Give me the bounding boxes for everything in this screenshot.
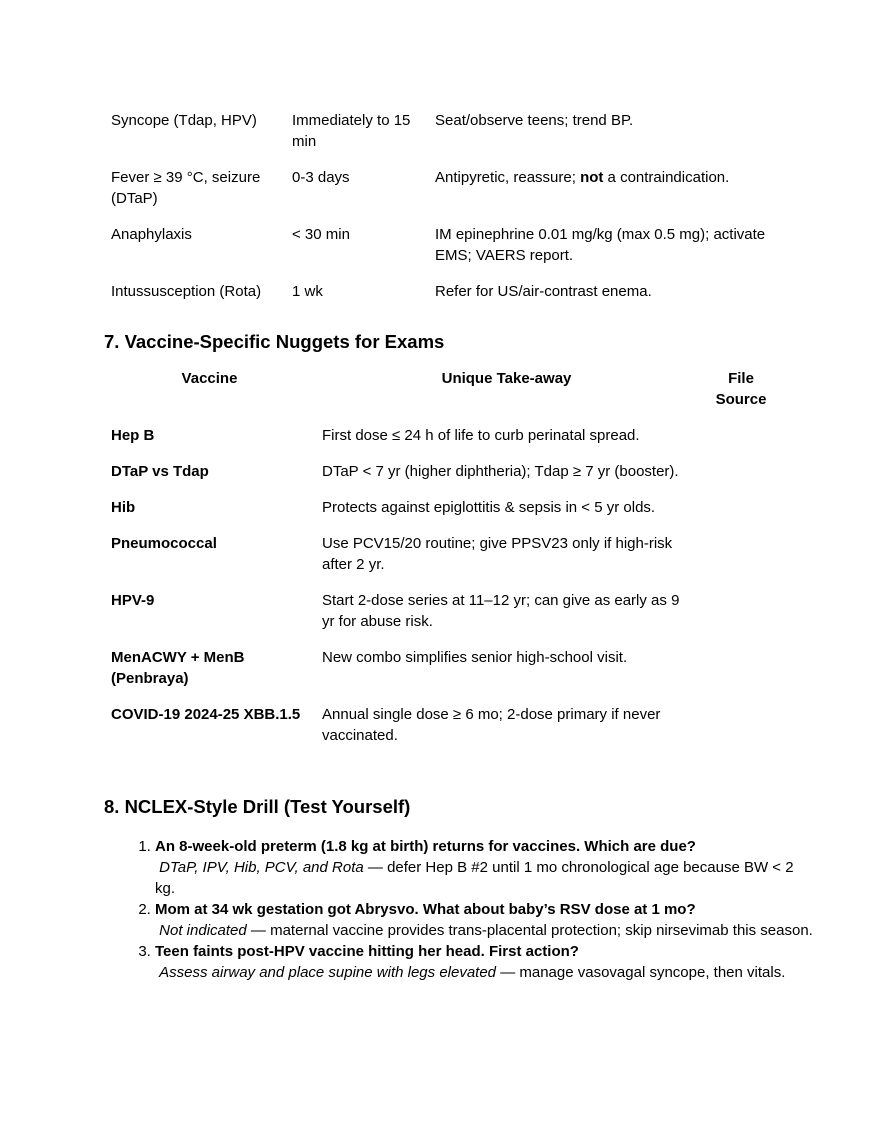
table-row (104, 167, 784, 224)
action-text: a contraindication. (603, 169, 730, 186)
source-cell (698, 704, 784, 761)
list-item (155, 836, 815, 899)
timing-cell: < 30 min (292, 226, 350, 243)
takeaway-cell: First dose ≤ 24 h of life to curb perinatal spread. (322, 427, 640, 444)
vaccine-cell: HPV-9 (111, 592, 155, 609)
vaccine-nuggets-table (104, 368, 784, 761)
source-cell (698, 533, 784, 590)
column-header-takeaway: Unique Take-away (441, 370, 572, 387)
timing-cell: Immediately to 15 min (292, 112, 411, 150)
source-cell (698, 425, 784, 461)
table-row (104, 224, 784, 281)
table-row (104, 647, 784, 704)
drill-answer (155, 857, 815, 899)
vaccine-cell: Pneumococcal (111, 535, 217, 552)
drill-answer (155, 920, 815, 941)
vaccine-cell: Hep B (111, 427, 155, 444)
takeaway-cell: New combo simplifies senior high-school visit. (322, 649, 628, 666)
source-cell (698, 461, 784, 497)
source-cell (698, 647, 784, 704)
action-cell: Refer for US/air-contrast enema. (435, 283, 652, 300)
table-row (104, 497, 784, 533)
action-emphasis: not (580, 169, 604, 186)
section-8-heading: 8. NCLEX-Style Drill (Test Yourself) (104, 796, 411, 817)
table-row (104, 425, 784, 461)
table-row (104, 533, 784, 590)
vaccine-cell: DTaP vs Tdap (111, 463, 209, 480)
drill-answer (155, 962, 815, 983)
answer-key: Assess airway and place supine with legs elevated (159, 964, 497, 981)
vaccine-cell: Hib (111, 499, 136, 516)
timing-cell: 0-3 days (292, 169, 350, 186)
event-cell: Syncope (Tdap, HPV) (111, 112, 257, 129)
vaccine-cell: COVID-19 2024-25 XBB.1.5 (111, 706, 301, 723)
takeaway-cell: Annual single dose ≥ 6 mo; 2-dose primary if never vaccinated. (322, 706, 661, 744)
column-header-vaccine: Vaccine (181, 370, 238, 387)
takeaway-cell: DTaP < 7 yr (higher diphtheria); Tdap ≥ 7 yr (booster). (322, 463, 679, 480)
action-cell (428, 167, 784, 224)
answer-key: DTaP, IPV, Hib, PCV, and Rota (159, 859, 364, 876)
vaccine-cell: MenACWY + MenB (Penbraya) (111, 649, 245, 687)
table-row (104, 110, 784, 167)
adverse-events-table (104, 110, 784, 317)
list-item (155, 899, 815, 941)
answer-rationale: — defer Hep B #2 until 1 mo chronological age because BW < 2 kg. (155, 859, 794, 897)
answer-rationale: — manage vasovagal syncope, then vitals. (496, 964, 786, 981)
action-text: Antipyretic, reassure; (435, 169, 581, 186)
source-cell (698, 590, 784, 647)
takeaway-cell: Start 2-dose series at 11–12 yr; can give as early as 9 yr for abuse risk. (322, 592, 680, 630)
column-header-source: File Source (715, 370, 767, 408)
event-cell: Anaphylaxis (111, 226, 192, 243)
event-cell: Intussusception (Rota) (111, 283, 262, 300)
section-7-heading: 7. Vaccine-Specific Nuggets for Exams (104, 331, 445, 352)
drill-question: Teen faints post-HPV vaccine hitting her head. First action? (155, 943, 579, 960)
answer-rationale: — maternal vaccine provides trans-placental protection; skip nirsevimab this season. (246, 922, 813, 939)
table-row (104, 461, 784, 497)
takeaway-cell: Use PCV15/20 routine; give PPSV23 only if high-risk after 2 yr. (322, 535, 673, 573)
source-cell (698, 497, 784, 533)
event-cell: Fever ≥ 39 °C, seizure (DTaP) (111, 169, 261, 207)
action-cell: Seat/observe teens; trend BP. (435, 112, 634, 129)
drill-question: Mom at 34 wk gestation got Abrysvo. What about baby’s RSV dose at 1 mo? (155, 901, 696, 918)
table-row (104, 590, 784, 647)
table-header-row (104, 368, 784, 425)
action-cell: IM epinephrine 0.01 mg/kg (max 0.5 mg); activate EMS; VAERS report. (435, 226, 766, 264)
table-row (104, 704, 784, 761)
answer-key: Not indicated (159, 922, 247, 939)
drill-question: An 8-week-old preterm (1.8 kg at birth) returns for vaccines. Which are due? (155, 838, 696, 855)
takeaway-cell: Protects against epiglottitis & sepsis in < 5 yr olds. (322, 499, 656, 516)
list-item (155, 941, 815, 983)
table-row (104, 281, 784, 317)
timing-cell: 1 wk (292, 283, 323, 300)
drill-list (128, 836, 815, 983)
